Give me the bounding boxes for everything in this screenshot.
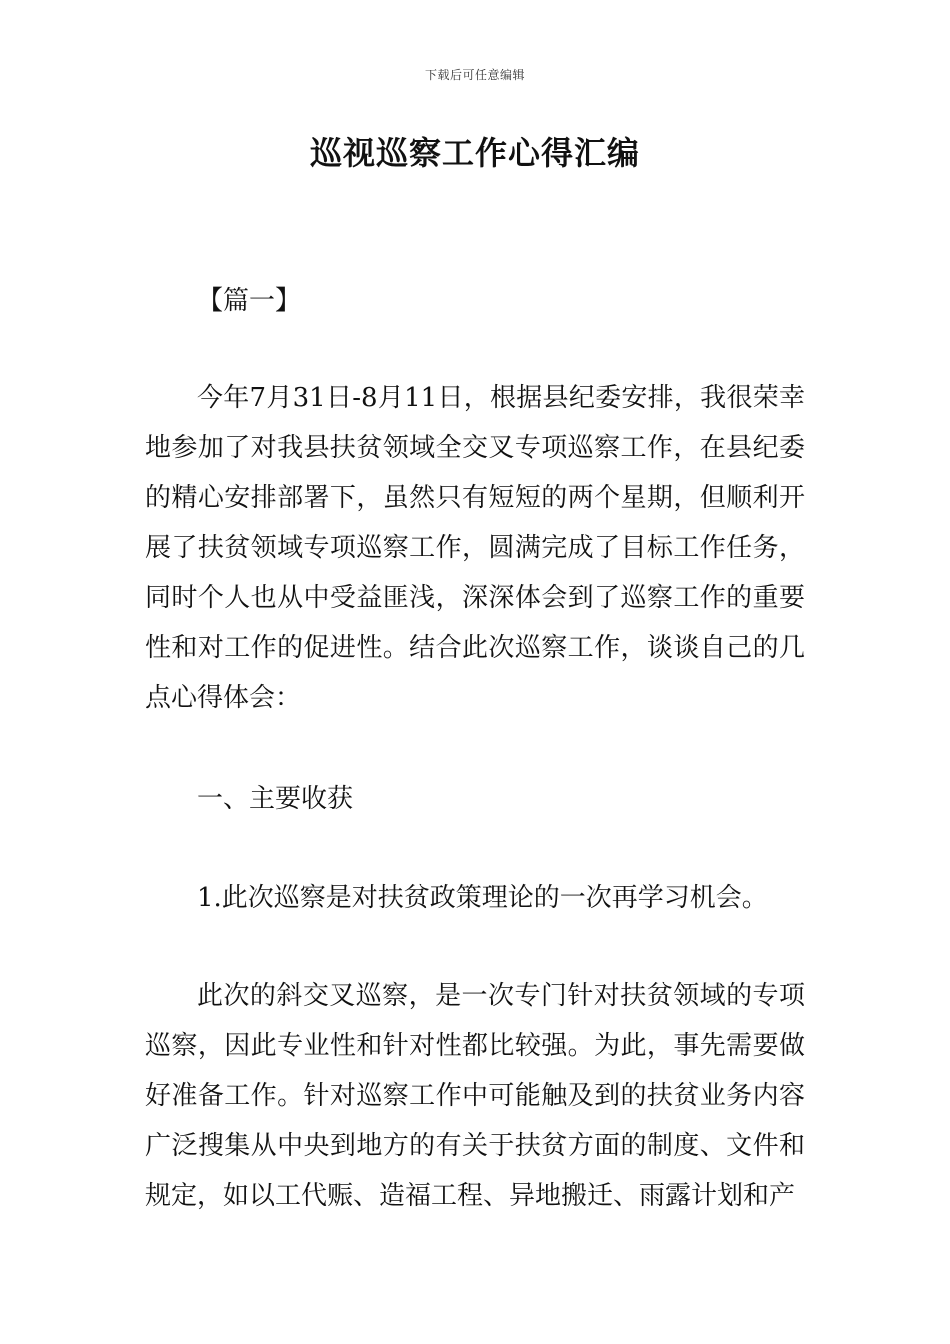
heading-main-gains (145, 774, 805, 824)
header-note: 下载后可任意编辑 (424, 68, 525, 82)
heading-2-text: 1.此次巡察是对扶贫政策理论的一次再学习机会。 (197, 883, 768, 913)
paragraph-1-text: 今年7月31日-8月11日，根据县纪委安排，我很荣幸地参加了对我县扶贫领域全交叉专项巡察工作，在县纪委的精心安排部署下，虽然只有短短的两个星期，但顺利开展了扶贫领域专项巡察工作，圆满完成了目标工作任务，同时个人也从中受益匪浅，深深体会到了巡察工作的重要性和对工作的促进性。结合此次巡察工作，谈谈自己的几点心得体会： (145, 383, 805, 713)
paragraph-2-text: 此次的斜交叉巡察，是一次专门针对扶贫领域的专项巡察，因此专业性和针对性都比较强。为此，事先需要做好准备工作。针对巡察工作中可能触及到的扶贫业务内容广泛搜集从中央到地方的有关于扶贫方面的制度、文件和规定，如以工代赈、造福工程、异地搬迁、雨露计划和产 (145, 981, 805, 1211)
heading-point-1 (145, 873, 805, 923)
document-title: 巡视巡察工作心得汇编 (309, 134, 640, 172)
heading-1-text: 一、主要收获 (197, 784, 354, 814)
section-label (145, 276, 805, 326)
paragraph-1 (145, 373, 805, 723)
section-label-text: 【篇一】 (197, 286, 302, 316)
paragraph-2 (145, 971, 805, 1221)
